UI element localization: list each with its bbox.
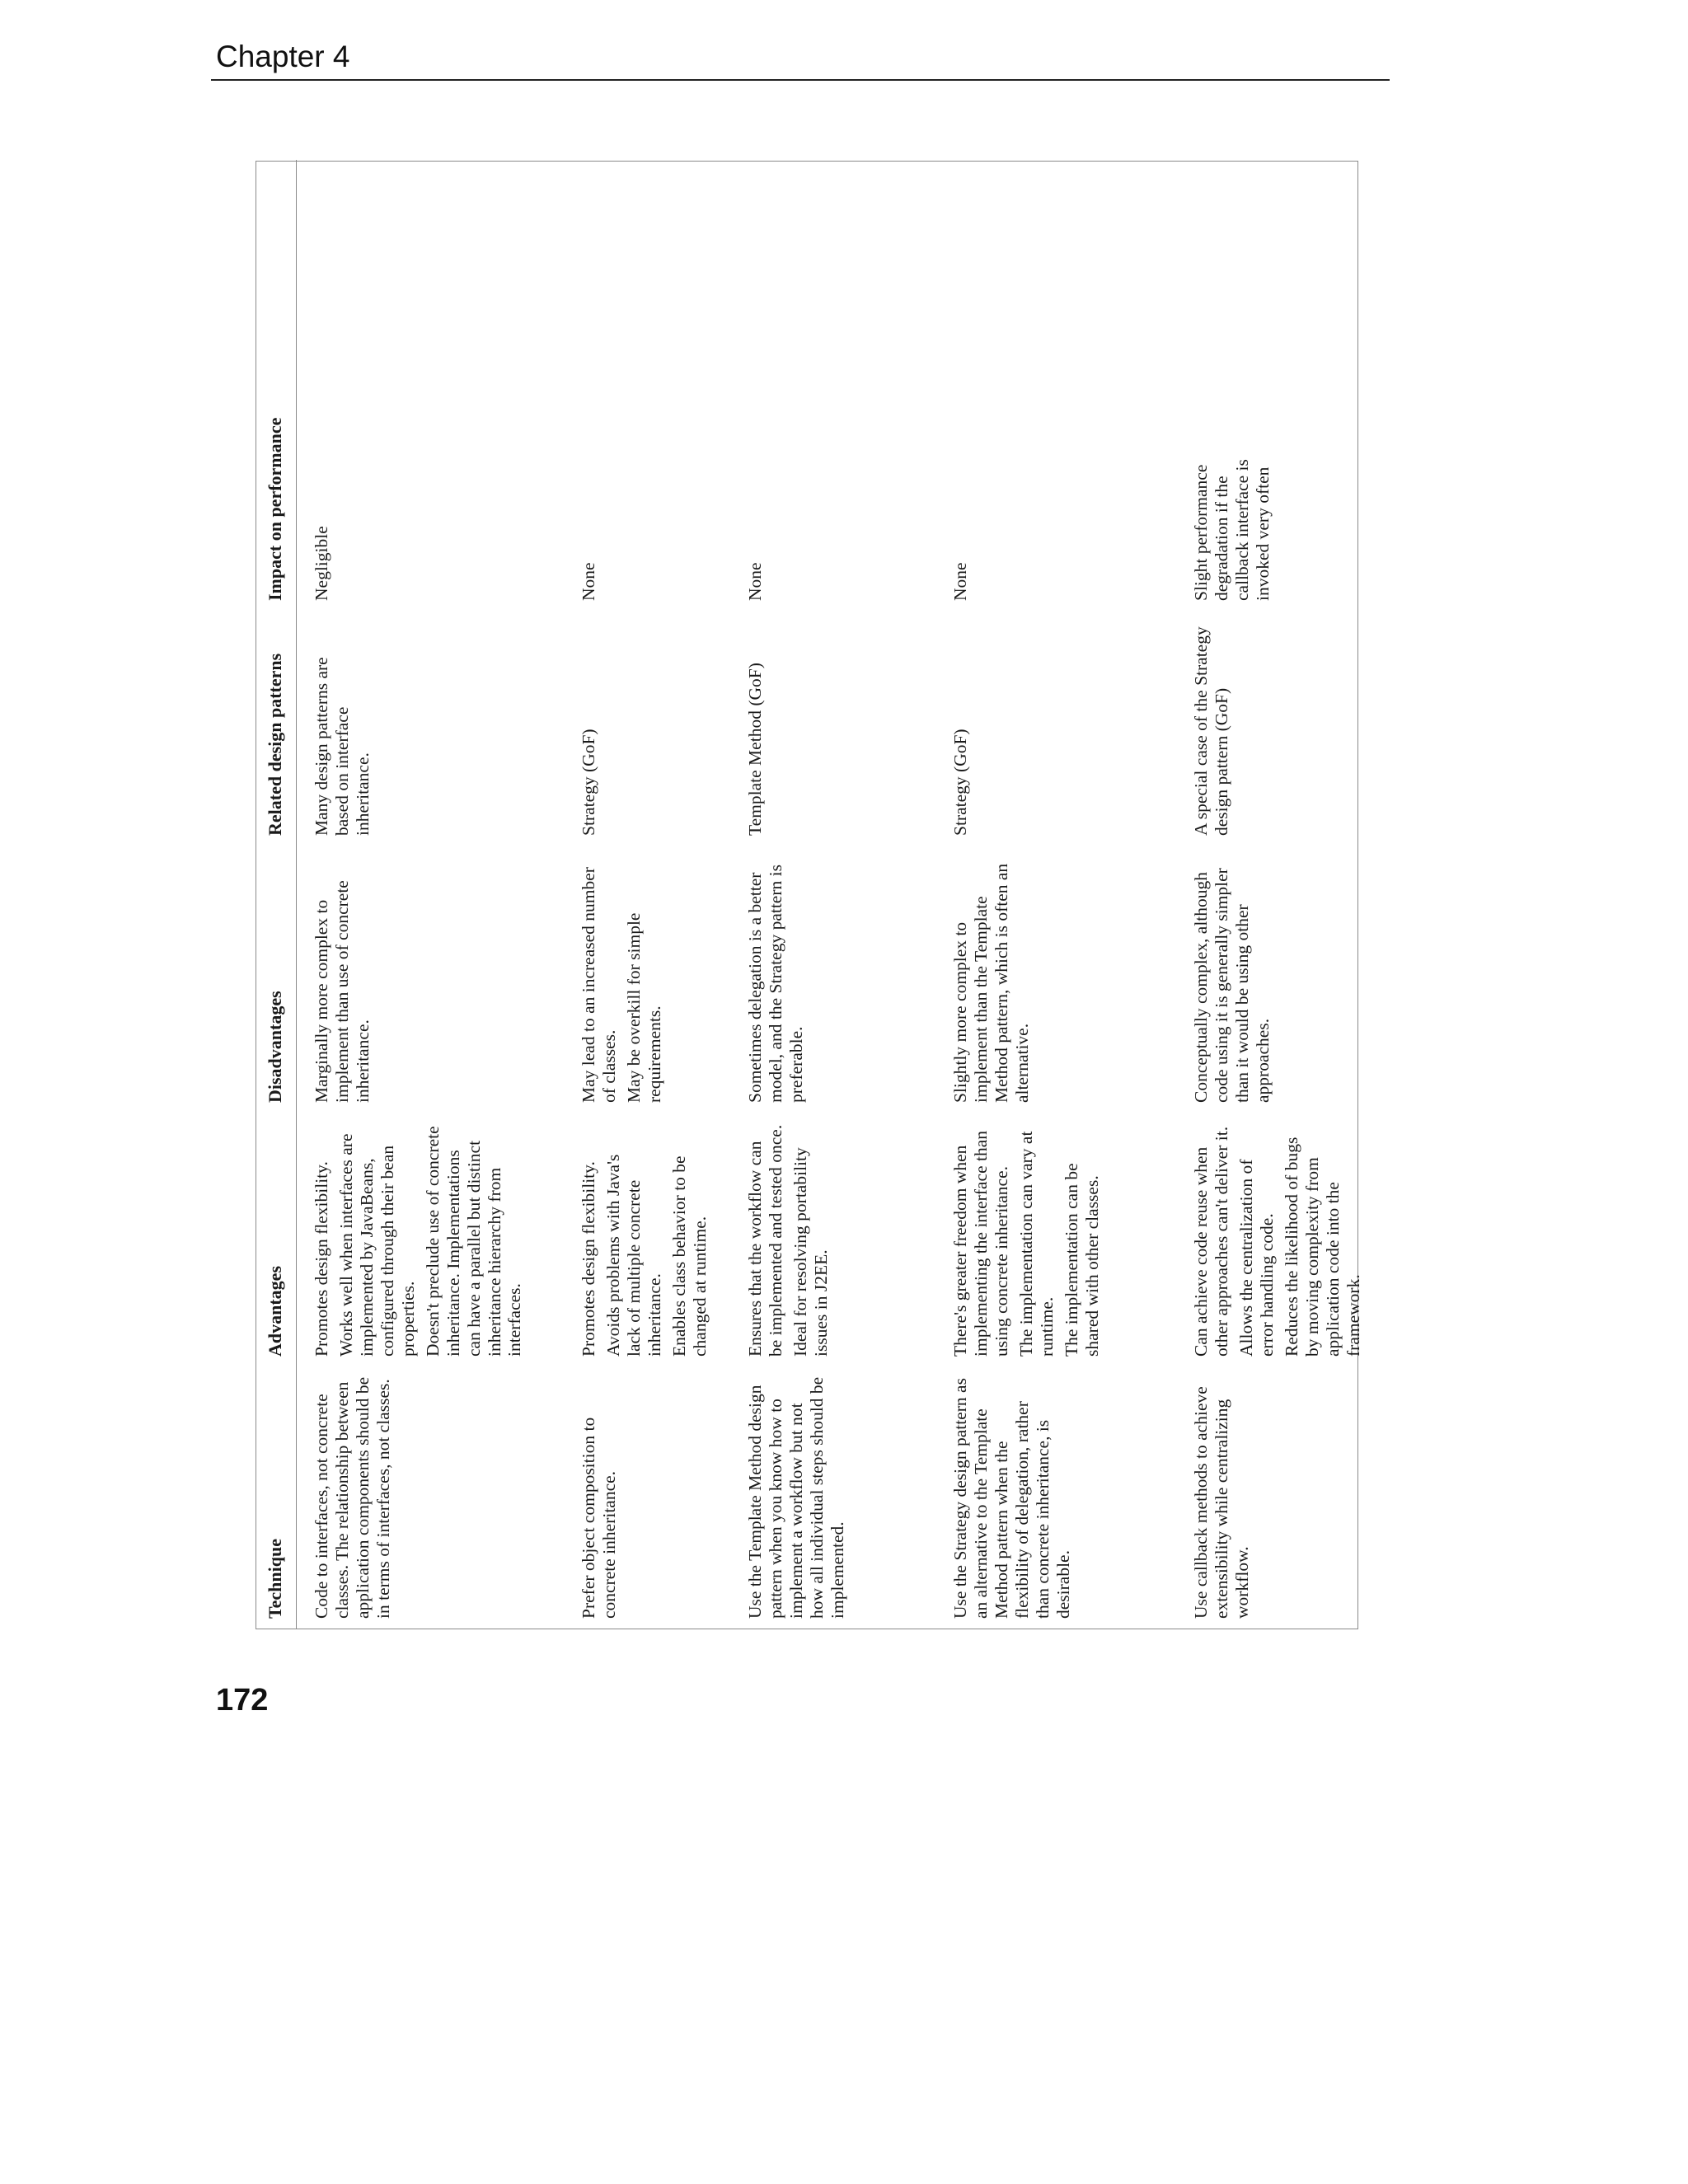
cell-related-patterns: Template Method (GoF) [745,663,765,836]
advantage-item: Allows the centralization of error handling code. [1236,1159,1277,1357]
cell-impact: None [950,562,970,601]
cell-impact: Slight performance degradation if the callback interface is invoked very often [1191,459,1273,601]
table-header-row [256,160,297,1629]
rotated-table [256,161,1363,1629]
advantage-item: Doesn't preclude use of concrete inheritance. Implementations can have a parallel but distinct inheritance hierarchy from interfaces. [422,1126,525,1357]
table-row [730,160,935,1629]
disadvantage-item: Conceptually complex, although code using it is generally simpler than it would be using other approaches. [1191,868,1273,1103]
table-row [297,160,565,1629]
cell-advantages [935,1113,1176,1366]
advantage-item: Enables class behavior to be changed at runtime. [668,1155,710,1357]
cell-advantages [564,1113,730,1366]
advantage-item: Ensures that the workflow can be implemented and tested once. [745,1124,785,1357]
cell-impact: None [745,562,765,601]
advantage-item: Reduces the likelihood of bugs by moving complexity from application code into the framework. [1281,1137,1363,1357]
advantage-item: There's greater freedom when implementing the interface than using concrete inheritance. [950,1130,1011,1357]
cell-impact: Negligible [312,526,331,601]
cell-related-patterns: Many design patterns are based on interface inheritance. [312,657,373,836]
cell-related-patterns: Strategy (GoF) [950,729,970,836]
header-advantages: Advantages [256,1113,297,1366]
cell-spacer [297,160,565,428]
disadvantage-item: Sometimes delegation is a better model, and the Strategy pattern is preferable. [745,865,806,1103]
table-row [935,160,1176,1629]
cell-spacer [1176,160,1381,428]
cell-related-patterns: Strategy (GoF) [579,729,598,836]
cell-spacer [935,160,1176,428]
cell-disadvantages [1176,846,1381,1113]
advantage-item: The implementation can vary at runtime. [1015,1131,1057,1357]
advantage-item: Ideal for resolving portability issues in J2EE. [790,1147,831,1357]
header-rule [211,79,1390,81]
disadvantage-item: May be overkill for simple requirements. [623,912,664,1103]
header-impact: Impact on performance [256,428,297,611]
cell-advantages [730,1113,935,1366]
advantage-item: Avoids problems with Java's lack of multiple concrete inheritance. [603,1154,664,1357]
cell-disadvantages [564,846,730,1113]
disadvantage-item: Marginally more complex to implement than use of concrete inheritance. [312,880,373,1103]
cell-disadvantages [935,846,1176,1113]
cell-impact: None [579,562,598,601]
cell-technique: Code to interfaces, not concrete classes. The relationship between application components should be in terms of interfaces, not classes. [312,1376,393,1619]
cell-disadvantages [730,846,935,1113]
design-techniques-table [256,160,1381,1629]
header-disadvantages: Disadvantages [256,846,297,1113]
page-number: 172 [216,1683,269,1718]
cell-disadvantages [297,846,565,1113]
cell-advantages [1176,1113,1381,1366]
cell-related-patterns: A special case of the Strategy design pattern (GoF) [1191,626,1231,836]
header-related-patterns: Related design patterns [256,611,297,846]
cell-advantages [297,1113,565,1366]
cell-technique: Use callback methods to achieve extensibility while centralizing workflow. [1191,1386,1252,1619]
disadvantage-item: Slightly more complex to implement than the Template Method pattern, which is often an alternative. [950,863,1032,1103]
table-frame [256,161,1363,1629]
advantage-item: Promotes design flexibility. [312,1161,331,1357]
running-head: Chapter 4 [216,40,350,73]
cell-spacer [730,160,935,428]
table-row [564,160,730,1629]
advantage-item: Works well when interfaces are implemented by JavaBeans, configured through their bean properties. [335,1133,418,1357]
header-technique: Technique [256,1366,297,1629]
advantage-item: The implementation can be shared with other classes. [1061,1163,1102,1357]
cell-technique: Prefer object composition to concrete inheritance. [579,1417,619,1619]
cell-technique: Use the Strategy design pattern as an alternative to the Template Method pattern when the flexibility of delegation, rather than concrete inheritance, is desirable. [950,1378,1073,1619]
table-row [1176,160,1381,1629]
advantage-item: Promotes design flexibility. [579,1161,598,1357]
header-spacer [256,160,297,428]
cell-technique: Use the Template Method design pattern when you know how to implement a workflow but not how all individual steps should be implemented. [745,1376,847,1619]
cell-spacer [564,160,730,428]
disadvantage-item: May lead to an increased number of classes. [579,867,619,1103]
advantage-item: Can achieve code reuse when other approaches can't deliver it. [1191,1126,1231,1357]
